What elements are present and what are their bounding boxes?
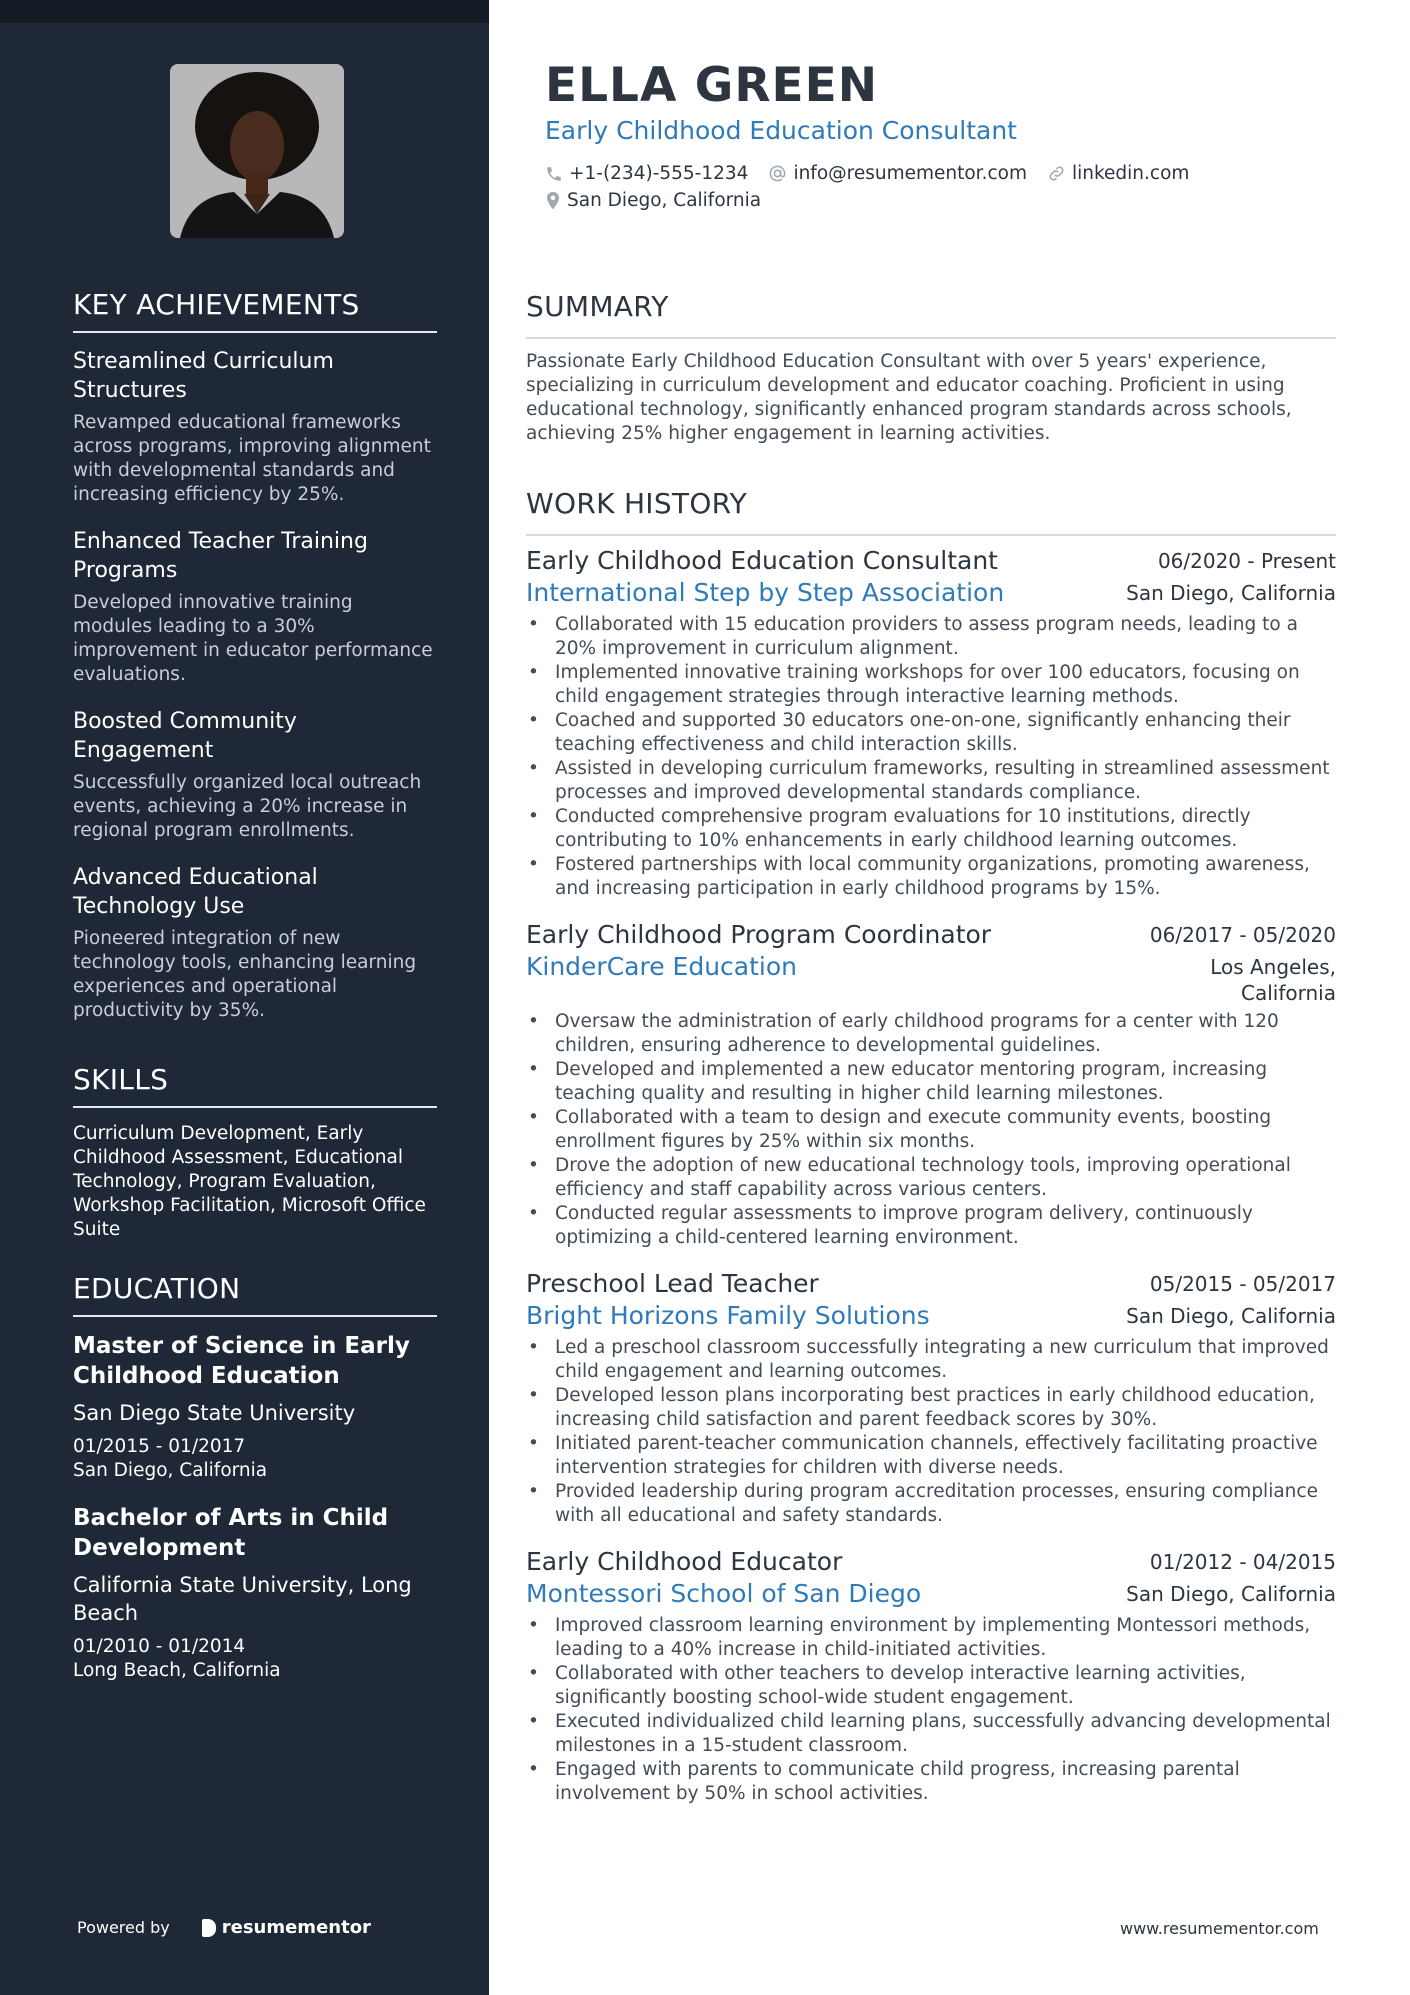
email-text: info@resumementor.com: [793, 163, 1027, 184]
achievement-description: Successfully organized local outreach events, achieving a 20% increase in regional program enrollments.: [73, 772, 422, 841]
job-company: Montessori School of San Diego: [526, 1579, 922, 1608]
phone-text: +1-(234)-555-1234: [569, 163, 749, 184]
job-location: San Diego, California: [1126, 581, 1336, 605]
summary-heading: SUMMARY: [526, 290, 1336, 339]
job-bullet: • Developed and implemented a new educator mentoring program, increasing teaching quality and resulting in higher child learning milestones.: [526, 1058, 1336, 1106]
job-title: Early Childhood Education Consultant: [526, 546, 998, 575]
education-degree: Bachelor of Arts in Child Development: [73, 1505, 389, 1561]
job-bullet: • Conducted regular assessments to improve program delivery, continuously optimizing a child-centered learning environment.: [526, 1202, 1336, 1250]
education-meta: [73, 1435, 437, 1483]
brand-logo[interactable]: [202, 1917, 371, 1938]
job-bullet: • Engaged with parents to communicate child progress, increasing parental involvement by 50% in school activities.: [526, 1758, 1336, 1806]
candidate-name: ELLA GREEN: [545, 58, 879, 113]
education-school: San Diego State University: [73, 1401, 356, 1425]
job-company: KinderCare Education: [526, 952, 798, 981]
education-dates: 01/2015 - 01/2017: [73, 1436, 246, 1457]
location-text: San Diego, California: [567, 190, 762, 211]
job-bullet: • Fostered partnerships with local community organizations, promoting awareness, and increasing participation in early childhood programs by 15%.: [526, 853, 1336, 901]
work-history-heading: WORK HISTORY: [526, 487, 1336, 536]
location-pin-icon: [545, 191, 561, 210]
achievement-title: Streamlined Curriculum Structures: [73, 349, 334, 403]
contact-phone[interactable]: [545, 163, 748, 184]
achievement-item: [73, 527, 437, 687]
job-bullet: • Oversaw the administration of early childhood programs for a center with 120 children, ensuring adherence to developmental guidelines.: [526, 1010, 1336, 1058]
education-list: [73, 1331, 437, 1683]
job-entry: [526, 545, 1336, 901]
sidebar-top-band: [0, 0, 489, 23]
work-history-list: [526, 545, 1336, 1824]
achievement-title: Boosted Community Engagement: [73, 709, 297, 763]
job-company: International Step by Step Association: [526, 578, 1005, 607]
job-company: Bright Horizons Family Solutions: [526, 1301, 930, 1330]
job-bullets: [526, 1336, 1336, 1528]
job-title: Early Childhood Educator: [526, 1547, 843, 1576]
job-bullet: • Improved classroom learning environment by implementing Montessori methods, leading to a 40% increase in child-initiated activities.: [526, 1614, 1336, 1662]
job-bullet: • Assisted in developing curriculum frameworks, resulting in streamlined assessment processes and improved developmental standards compliance.: [526, 757, 1336, 805]
job-bullet: • Led a preschool classroom successfully integrating a new curriculum that improved child engagement and learning outcomes.: [526, 1336, 1336, 1384]
education-location: San Diego, California: [73, 1460, 268, 1481]
job-location: San Diego, California: [1126, 1304, 1336, 1328]
footer-url[interactable]: www.resumementor.com: [1120, 1919, 1319, 1938]
job-bullets: [526, 613, 1336, 901]
achievement-item: [73, 863, 437, 1023]
education-meta: [73, 1635, 437, 1683]
achievement-item: [73, 707, 437, 843]
achievement-title: Enhanced Teacher Training Programs: [73, 529, 368, 583]
achievement-description: Pioneered integration of new technology tools, enhancing learning experiences and operational productivity by 35%.: [73, 928, 417, 1021]
job-bullet: • Provided leadership during program accreditation processes, ensuring compliance with all educational and safety standards.: [526, 1480, 1336, 1528]
job-dates: 01/2012 - 04/2015: [1149, 1550, 1336, 1574]
job-bullet: • Drove the adoption of new educational technology tools, improving operational efficiency and staff capability across various centers.: [526, 1154, 1336, 1202]
sidebar: [0, 0, 489, 1995]
job-title: Early Childhood Program Coordinator: [526, 920, 992, 949]
candidate-title: Early Childhood Education Consultant: [545, 116, 1017, 145]
education-school: California State University, Long Beach: [73, 1573, 412, 1625]
achievement-description: Developed innovative training modules leading to a 30% improvement in educator performance evaluations.: [73, 592, 433, 685]
job-bullet: • Conducted comprehensive program evaluations for 10 institutions, directly contributing to 10% enhancements in early childhood learning outcomes.: [526, 805, 1336, 853]
education-location: Long Beach, California: [73, 1660, 281, 1681]
job-entry: [526, 1546, 1336, 1806]
job-bullet: • Collaborated with 15 education providers to assess program needs, leading to a 20% improvement in curriculum alignment.: [526, 613, 1336, 661]
job-dates: 05/2015 - 05/2017: [1149, 1272, 1336, 1296]
job-bullet: • Implemented innovative training workshops for over 100 educators, focusing on child engagement strategies through interactive learning methods.: [526, 661, 1336, 709]
skills-heading: SKILLS: [73, 1063, 437, 1108]
contact-email[interactable]: [768, 163, 1027, 184]
summary-text: Passionate Early Childhood Education Consultant with over 5 years' experience, specializing in curriculum development and educator coaching. Proficient in using educational technology, significantly enhanced program standards across schools, achieving 25% higher engagement in learning activities.: [526, 351, 1292, 444]
job-location: Los Angeles, California: [1210, 955, 1336, 1005]
contact-linkedin[interactable]: [1047, 163, 1189, 184]
skills-text: Curriculum Development, Early Childhood Assessment, Educational Technology, Program Evaluation, Workshop Facilitation, Microsoft Office Suite: [73, 1123, 426, 1240]
achievement-description: Revamped educational frameworks across programs, improving alignment with developmental standards and increasing efficiency by 25%.: [73, 412, 431, 505]
education-dates: 01/2010 - 01/2014: [73, 1636, 246, 1657]
contact-row: [545, 163, 1209, 184]
powered-by: [77, 1917, 371, 1938]
education-item: [73, 1331, 437, 1483]
job-entry: [526, 1268, 1336, 1528]
achievement-item: [73, 347, 437, 507]
job-location: San Diego, California: [1126, 1582, 1336, 1606]
job-bullet: • Coached and supported 30 educators one-on-one, significantly enhancing their teaching effectiveness and child interaction skills.: [526, 709, 1336, 757]
job-title: Preschool Lead Teacher: [526, 1269, 819, 1298]
linkedin-text: linkedin.com: [1071, 163, 1190, 184]
education-degree: Master of Science in Early Childhood Education: [73, 1333, 410, 1389]
powered-by-label: Powered by: [77, 1918, 170, 1937]
link-icon: [1047, 164, 1066, 183]
at-sign-icon: [768, 164, 787, 183]
job-bullet: • Developed lesson plans incorporating best practices in early childhood education, increasing child satisfaction and parent feedback scores by 30%.: [526, 1384, 1336, 1432]
education-item: [73, 1503, 437, 1683]
job-entry: [526, 919, 1336, 1250]
job-bullet: • Collaborated with a team to design and execute community events, boosting enrollment figures by 25% within six months.: [526, 1106, 1336, 1154]
job-dates: 06/2017 - 05/2020: [1149, 923, 1336, 947]
job-bullets: [526, 1614, 1336, 1806]
achievements-heading: KEY ACHIEVEMENTS: [73, 288, 437, 333]
achievement-title: Advanced Educational Technology Use: [73, 865, 318, 919]
achievements-list: [73, 347, 437, 1023]
sidebar-content: [73, 288, 437, 1703]
brand-mark-icon: [202, 1919, 216, 1937]
section-gap: [73, 1043, 437, 1063]
contact-location: [545, 190, 761, 211]
contact-row-location: [545, 190, 781, 211]
brand-name: resumementor: [221, 1917, 371, 1938]
job-dates: 06/2020 - Present: [1157, 549, 1336, 573]
education-heading: EDUCATION: [73, 1272, 437, 1317]
profile-photo: [170, 64, 344, 238]
job-bullet: • Collaborated with other teachers to develop interactive learning activities, significantly boosting school-wide student engagement.: [526, 1662, 1336, 1710]
job-bullet: • Initiated parent-teacher communication channels, effectively facilitating proactive intervention strategies for children with diverse needs.: [526, 1432, 1336, 1480]
job-bullets: [526, 1010, 1336, 1250]
job-bullet: • Executed individualized child learning plans, successfully advancing developmental milestones in a 15-student classroom.: [526, 1710, 1336, 1758]
phone-icon: [545, 165, 563, 183]
